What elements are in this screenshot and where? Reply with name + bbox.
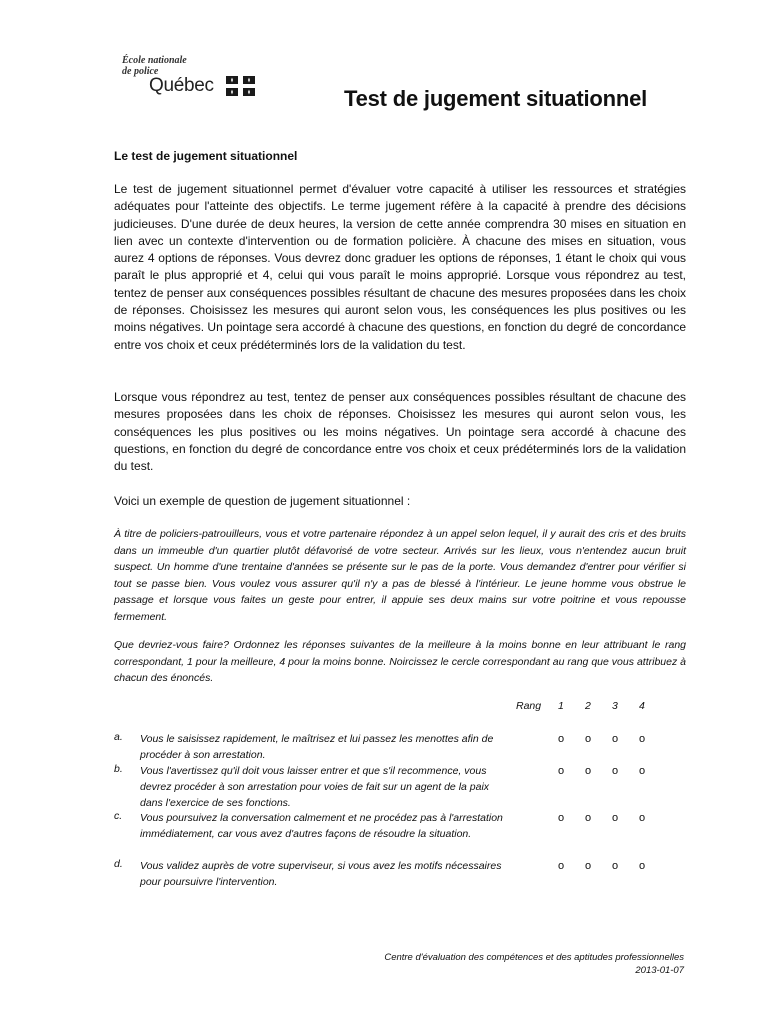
item-d-text: Vous validez auprès de votre superviseur, si vous avez les motifs nécessaires pour poursuivre l'intervention. (140, 860, 502, 888)
item-b-rank-2-bubble[interactable]: o (585, 765, 592, 777)
item-c-text: Vous poursuivez la conversation calmement et ne procédez pas à l'arrestation immédiatement, car vous avez d'autres façons de résoudre la situation. (140, 812, 503, 840)
rank-header-3: 3 (612, 700, 618, 712)
item-a-rank-2-bubble[interactable]: o (585, 733, 592, 745)
item-d-rank-4-bubble[interactable]: o (639, 860, 646, 872)
item-b-rank-3-bubble[interactable]: o (612, 765, 619, 777)
item-b-text: Vous l'avertissez qu'il doit vous laisser entrer et que s'il recommence, vous devrez procéder à son arrestation pour voies de fait sur un agent de la paix dans l'exercice de ses fonctions. (140, 765, 490, 809)
advice-paragraph: Lorsque vous répondrez au test, tentez de penser aux conséquences possibles résultant de chacune des mesures proposées dans les choix de réponses. Choisissez les mesures qui auront selon vous, les conséquences les plus positives ou les moins négatives. Un pointage sera accordé à chacune des questions, en fonction du degré de concordance entre vos choix et ceux prédéterminés lors de la validation du test. (114, 390, 686, 474)
page-title: Test de jugement situationnel (344, 86, 648, 111)
intro-paragraph: Le test de jugement situationnel permet d'évaluer votre capacité à utiliser les ressources et stratégies adéquates pour l'atteinte des objectifs. Le terme jugement réfère à la capacité à prendre des décisions judicieuses. D'une durée de deux heures, la version de cette année comprendra 30 mises en situation en lien avec un contexte d'intervention ou de formation policière. À chacune des mises en situation, vous aurez 4 options de réponses. Vous devrez donc graduer les options de réponses, 1 étant le choix qui vous paraît le plus approprié et 4, celui qui vous paraît le moins approprié. Lorsque vous répondrez au test, tentez de penser aux conséquences possibles résultant de chacune des mesures proposées dans les choix de réponses. Choisissez les mesures qui auront selon vous, les conséquences les plus positives ou les moins négatives. Un pointage sera accordé à chacune des questions, en fonction du degré de concordance entre vos choix et ceux prédéterminés lors de la validation du test. (114, 182, 686, 352)
logo-school-line1: École nationale (122, 55, 187, 66)
quebec-flag-icon (226, 76, 255, 96)
item-c-rank-2-bubble[interactable]: o (585, 812, 592, 824)
item-d-rank-2-bubble[interactable]: o (585, 860, 592, 872)
item-b-rank-4-bubble[interactable]: o (639, 765, 646, 777)
section-heading: Le test de jugement situationnel (114, 149, 298, 163)
item-d-rank-3-bubble[interactable]: o (612, 860, 619, 872)
scenario-text: À titre de policiers-patrouilleurs, vous et votre partenaire répondez à un appel selon lequel, il y aurait des cris et des bruits dans un immeuble d'un quartier plutôt défavorisé de votre secteur. Arrivés sur les lieux, vous n'entendez aucun bruit suspect. Un homme d'une trentaine d'années se présente sur le pas de la porte. Vous demandez d'entrer pour vérifier si tout se passe bien. Vous voulez vous assurer qu'il n'y a pas de blessé à l'intérieur. Le jeune homme vous obstrue le passage et lorsque vous faites un geste pour entrer, il appuie ses deux mains sur votre poitrine et vous repousse fermement. (114, 528, 686, 623)
logo-school-line2: de police (122, 66, 159, 77)
item-c-rank-3-bubble[interactable]: o (612, 812, 619, 824)
rank-header-2: 2 (585, 700, 591, 712)
item-b-letter: b. (114, 763, 123, 775)
example-heading: Voici un exemple de question de jugement situationnel : (114, 494, 411, 508)
item-a-letter: a. (114, 731, 123, 743)
footer-date: 2013-01-07 (635, 965, 684, 976)
item-a-rank-1-bubble[interactable]: o (558, 733, 565, 745)
quebec-police-logo (122, 55, 262, 105)
item-b-rank-1-bubble[interactable]: o (558, 765, 565, 777)
item-a-rank-4-bubble[interactable]: o (639, 733, 646, 745)
rank-header-4: 4 (639, 700, 645, 712)
logo-wordmark: Québec (149, 75, 214, 96)
rank-header-1: 1 (558, 700, 564, 712)
rank-header-label: Rang (516, 700, 542, 712)
item-d-letter: d. (114, 858, 123, 870)
item-c-rank-1-bubble[interactable]: o (558, 812, 565, 824)
footer-center-name: Centre d'évaluation des compétences et des aptitudes professionnelles (384, 952, 684, 963)
item-a-text: Vous le saisissez rapidement, le maîtrisez et lui passez les menottes afin de procéder à son arrestation. (140, 733, 494, 761)
item-c-letter: c. (114, 810, 123, 822)
item-d-rank-1-bubble[interactable]: o (558, 860, 565, 872)
question-text: Que devriez-vous faire? Ordonnez les réponses suivantes de la meilleure à la moins bonne en leur attribuant le rang correspondant, 1 pour la meilleure, 4 pour la moins bonne. Noircissez le cercle correspondant au rang que vous attribuez à chacun des énoncés. (114, 639, 686, 684)
item-a-rank-3-bubble[interactable]: o (612, 733, 619, 745)
item-c-rank-4-bubble[interactable]: o (639, 812, 646, 824)
